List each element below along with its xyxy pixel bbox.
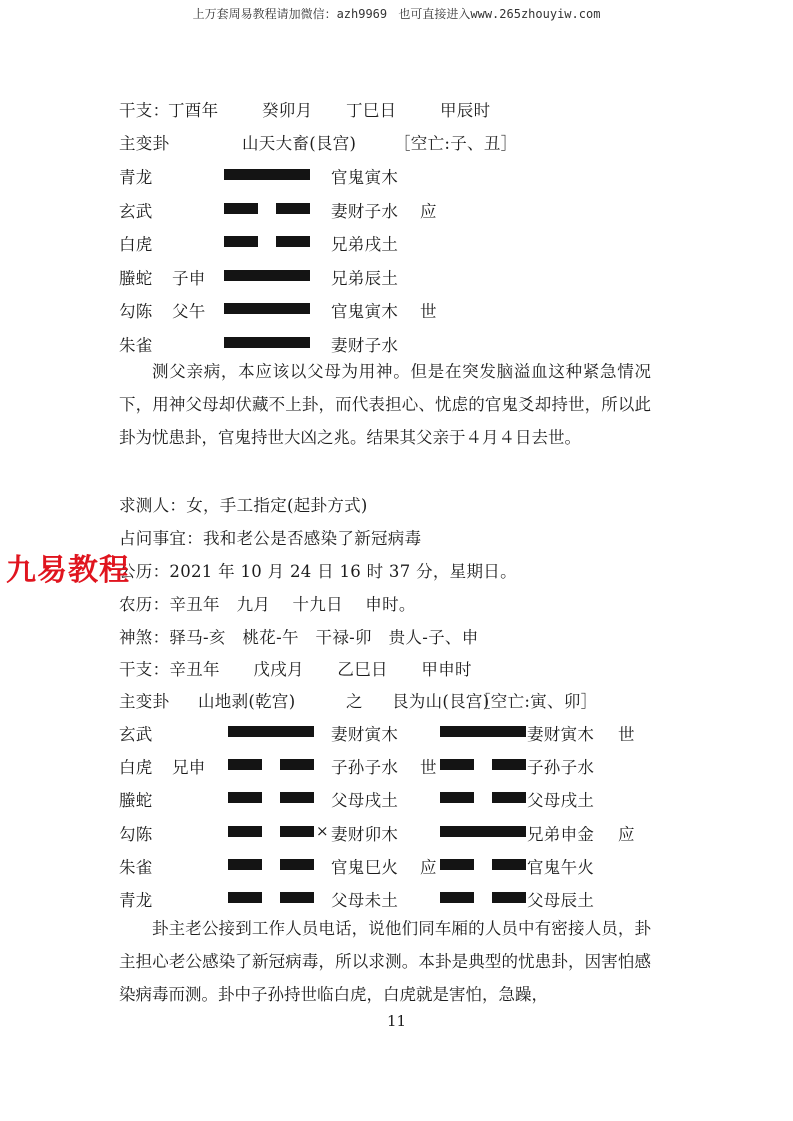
case1-line-mark: 应 xyxy=(420,202,437,221)
case2-main-yao-line-left-segment xyxy=(228,792,262,803)
case2-main-yao-line-right-segment xyxy=(280,792,314,803)
case2-moving-marker: × xyxy=(316,822,329,840)
case1-yao-line-solid xyxy=(224,270,310,281)
watermark-logo: 九易教程 xyxy=(6,553,130,588)
case2-paragraph-text: 卦主老公接到工作人员电话，说他们同车厢的人员中有密接人员，卦主担心老公感染了新冠病毒，所以求测。本卦是典型的忧患卦，因害怕感染病毒而测。卦中子孙持世临白虎，白虎就是害怕，急躁， xyxy=(119,919,651,1004)
case1-ganzhi-hour: 甲辰时 xyxy=(440,101,491,120)
case2-nongli: 农历：辛丑年 九月 十九日 申时。 xyxy=(119,595,416,614)
case1-line-god: 螣蛇 xyxy=(119,269,153,288)
case2-line-god: 青龙 xyxy=(119,891,153,910)
case2-gua-main: 山地剥(乾宫) xyxy=(198,692,296,711)
case1-line-god: 青龙 xyxy=(119,168,153,187)
case2-changed-liuqin: 父母辰土 xyxy=(527,891,595,910)
case2-gongli: 公历：2021 年 10 月 24 日 16 时 37 分，星期日。 xyxy=(119,562,517,581)
case2-line-liuqin: 父母戌土 xyxy=(331,791,399,810)
case2-changed-yao-line-left-segment xyxy=(440,859,474,870)
case2-changed-liuqin: 子孙子水 xyxy=(527,758,595,777)
case2-line-liuqin: 子孙子水 xyxy=(331,758,399,777)
case2-changed-yao-line-right-segment xyxy=(492,759,526,770)
page-number: 11 xyxy=(386,1012,407,1030)
case2-changed-yao-line-left-segment xyxy=(440,792,474,803)
case1-line-god: 玄武 xyxy=(119,202,153,221)
case2-line-liuqin: 妻财卯木 xyxy=(331,825,399,844)
case2-main-yao-line-left-segment xyxy=(228,859,262,870)
case1-ganzhi-day: 丁巳日 xyxy=(346,101,397,120)
case1-ganzhi-year: 丁酉年 xyxy=(168,101,219,120)
case1-line-god: 白虎 xyxy=(119,235,153,254)
case1-gua-label: 主变卦 xyxy=(119,134,170,153)
case2-changed-mark: 应 xyxy=(618,825,635,844)
case2-line-mark: 应 xyxy=(420,858,437,877)
case2-kongwang: ［空亡:寅、卯］ xyxy=(474,692,598,711)
case1-line-liuqin: 兄弟辰土 xyxy=(331,269,399,288)
case2-line-god: 白虎 xyxy=(119,758,153,777)
header-website-text: 也可直接进入www.265zhouyiw.com xyxy=(398,7,601,21)
case1-paragraph xyxy=(119,355,651,454)
case1-line-liuqin: 官鬼寅木 xyxy=(331,302,399,321)
case2-main-yao-line-left-segment xyxy=(228,759,262,770)
case1-line-liuqin: 官鬼寅木 xyxy=(331,168,399,187)
case1-gua-name: 山天大畜(艮宫) xyxy=(242,134,357,153)
case2-changed-liuqin: 官鬼午火 xyxy=(527,858,595,877)
case2-gua-zhi: 之 xyxy=(346,692,363,711)
case2-line-god: 朱雀 xyxy=(119,858,153,877)
header-wechat-text: 上万套周易教程请加微信：azh9969 xyxy=(192,7,388,21)
case1-line-mark: 世 xyxy=(420,302,437,321)
case1-yao-line-right-segment xyxy=(276,203,310,214)
case1-ganzhi-month: 癸卯月 xyxy=(262,101,313,120)
page-header xyxy=(0,5,793,22)
case1-line-liuqin: 兄弟戌土 xyxy=(331,235,399,254)
case1-line-god: 朱雀 xyxy=(119,336,153,355)
case2-line-fushen: 兄申 xyxy=(172,758,206,777)
case2-ganzhi: 干支：辛丑年 戊戌月 乙巳日 甲申时 xyxy=(119,660,472,679)
case2-line-liuqin: 父母未土 xyxy=(331,891,399,910)
case1-paragraph-text: 测父亲病，本应该以父母为用神。但是在突发脑溢血这种紧急情况下，用神父母却伏藏不上卦，而代表担心、忧虑的官鬼爻却持世，所以此卦为忧患卦，官鬼持世大凶之兆。结果其父亲于４月４日去世。 xyxy=(119,362,651,447)
case1-kongwang: ［空亡:子、丑］ xyxy=(394,134,518,153)
case1-yao-line-right-segment xyxy=(276,236,310,247)
case1-yao-line-solid xyxy=(224,337,310,348)
case1-line-fushen: 子申 xyxy=(172,269,206,288)
case2-main-yao-line-right-segment xyxy=(280,859,314,870)
case2-line-god: 玄武 xyxy=(119,725,153,744)
case2-changed-yao-line-solid xyxy=(440,826,526,837)
case1-line-liuqin: 妻财子水 xyxy=(331,336,399,355)
case1-yao-line-left-segment xyxy=(224,236,258,247)
case2-changed-liuqin: 父母戌土 xyxy=(527,791,595,810)
case2-changed-liuqin: 兄弟申金 xyxy=(527,825,595,844)
case2-changed-yao-line-left-segment xyxy=(440,759,474,770)
case2-changed-liuqin: 妻财寅木 xyxy=(527,725,595,744)
case2-line-mark: 世 xyxy=(420,758,437,777)
case2-changed-yao-line-right-segment xyxy=(492,859,526,870)
case2-changed-yao-line-right-segment xyxy=(492,792,526,803)
case2-main-yao-line-right-segment xyxy=(280,892,314,903)
case2-line-god: 螣蛇 xyxy=(119,791,153,810)
case2-shiyi: 占问事宜：我和老公是否感染了新冠病毒 xyxy=(119,529,422,548)
case2-line-god: 勾陈 xyxy=(119,825,153,844)
case2-changed-yao-line-left-segment xyxy=(440,892,474,903)
case1-ganzhi-label: 干支： xyxy=(119,101,170,120)
case2-main-yao-line-solid xyxy=(228,726,314,737)
case2-line-liuqin: 官鬼巳火 xyxy=(331,858,399,877)
case1-yao-line-solid xyxy=(224,169,310,180)
case2-changed-yao-line-right-segment xyxy=(492,892,526,903)
case2-line-liuqin: 妻财寅木 xyxy=(331,725,399,744)
case2-gua-label: 主变卦 xyxy=(119,692,170,711)
case1-line-liuqin: 妻财子水 xyxy=(331,202,399,221)
case2-shensha: 神煞：驿马-亥 桃花-午 干禄-卯 贵人-子、申 xyxy=(119,628,479,647)
case2-main-yao-line-right-segment xyxy=(280,759,314,770)
case2-paragraph xyxy=(119,912,651,1011)
case1-line-fushen: 父午 xyxy=(172,302,206,321)
case1-line-god: 勾陈 xyxy=(119,302,153,321)
case2-qiuce: 求测人：女，手工指定(起卦方式) xyxy=(119,496,368,515)
case2-main-yao-line-left-segment xyxy=(228,892,262,903)
case2-changed-mark: 世 xyxy=(618,725,635,744)
case2-main-yao-line-right-segment xyxy=(280,826,314,837)
case2-gua-changed: 艮为山(艮宫) xyxy=(392,692,490,711)
case2-main-yao-line-left-segment xyxy=(228,826,262,837)
case1-yao-line-left-segment xyxy=(224,203,258,214)
case1-yao-line-solid xyxy=(224,303,310,314)
case2-changed-yao-line-solid xyxy=(440,726,526,737)
